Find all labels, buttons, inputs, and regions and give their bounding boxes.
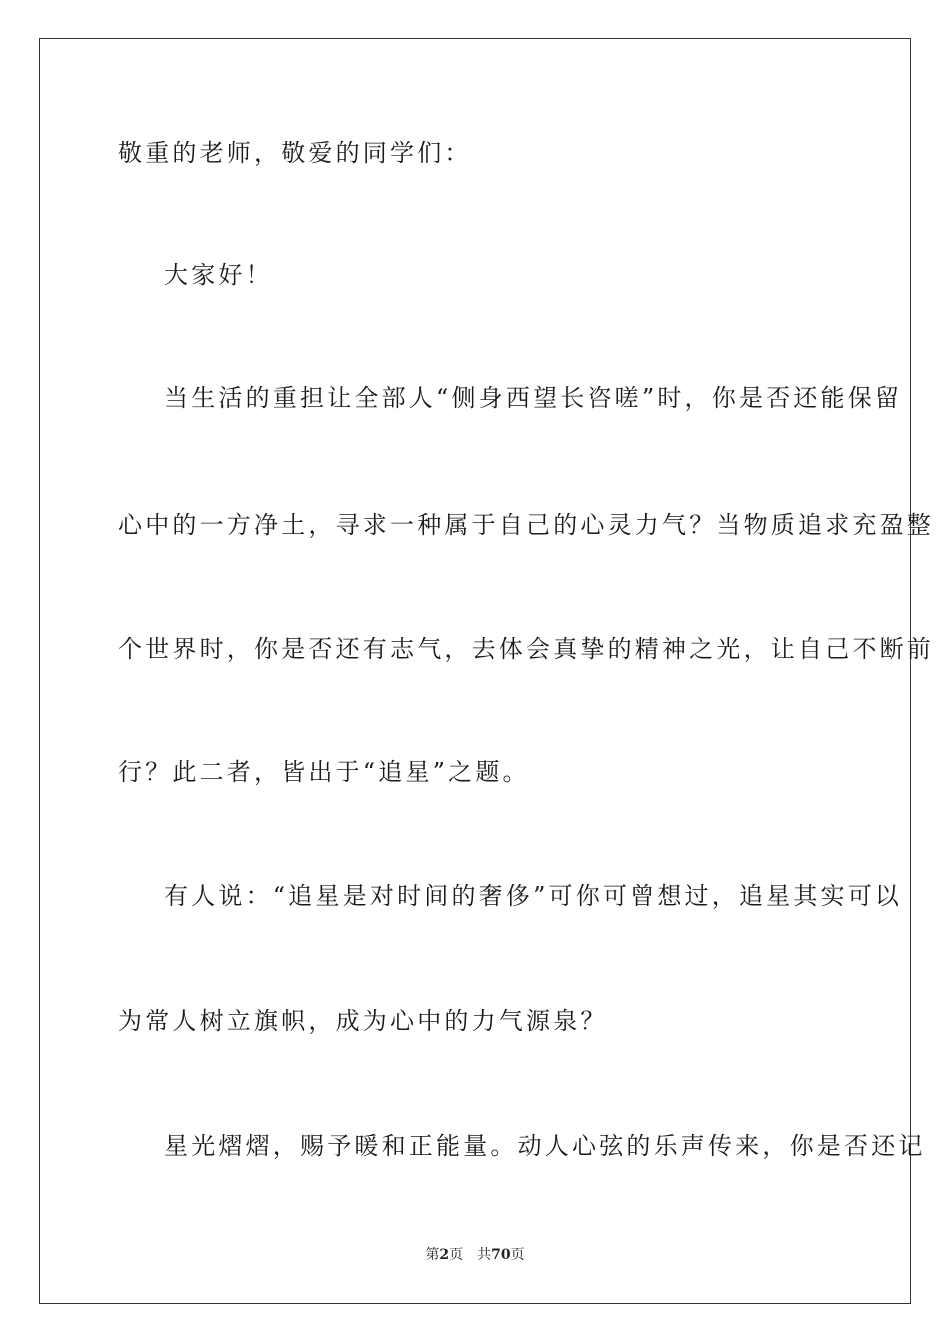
paragraph-1-line-3: 个世界时，你是否还有志气，去体会真挚的精神之光，让自己不断前 xyxy=(118,635,934,663)
page-footer xyxy=(0,1246,950,1264)
paragraph-1-line-4: 行？此二者，皆出于“追星”之题。 xyxy=(118,758,530,786)
paragraph-1-line-2: 心中的一方净土，寻求一种属于自己的心灵力气？当物质追求充盈整 xyxy=(118,511,934,539)
footer-total-unit: 页 xyxy=(510,1247,525,1263)
greeting-line: 大家好！ xyxy=(164,261,273,289)
footer-page-total: 70 xyxy=(491,1247,511,1263)
page-border xyxy=(39,38,934,1304)
paragraph-2-line-2: 为常人树立旗帜，成为心中的力气源泉？ xyxy=(118,1007,608,1035)
paragraph-2-line-1: 有人说：“追星是对时间的奢侈”可你可曾想过，追星其实可以 xyxy=(164,882,903,910)
footer-page-unit: 页 xyxy=(449,1247,464,1263)
paragraph-3-line-1: 星光熠熠，赐予暖和正能量。动人心弦的乐声传来，你是否还记 xyxy=(164,1132,926,1160)
footer-total-prefix: 共 xyxy=(477,1247,492,1263)
paragraph-1-line-1: 当生活的重担让全部人“侧身西望长咨嗟”时，你是否还能保留 xyxy=(164,384,903,412)
salutation-line: 敬重的老师，敬爱的同学们： xyxy=(118,139,472,167)
footer-page-prefix: 第 xyxy=(425,1247,440,1263)
footer-page-current: 2 xyxy=(439,1247,450,1263)
